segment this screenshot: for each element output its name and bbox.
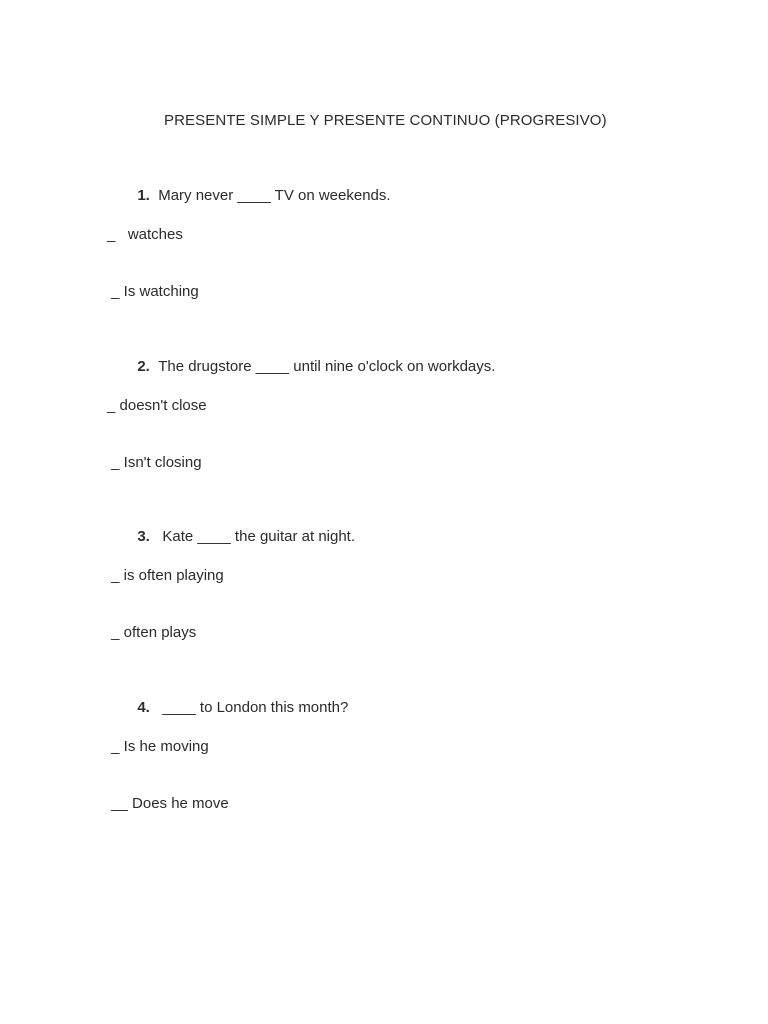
option-4a: _ Is he moving bbox=[107, 738, 209, 755]
question-text: Mary never ____ TV on weekends. bbox=[158, 187, 391, 204]
question-4 bbox=[129, 681, 348, 717]
question-text: Kate ____ the guitar at night. bbox=[158, 528, 356, 545]
question-2 bbox=[129, 340, 495, 376]
page-title: PRESENTE SIMPLE Y PRESENTE CONTINUO (PROGRESIVO) bbox=[164, 112, 607, 129]
option-3b: _ often plays bbox=[107, 624, 197, 641]
option-3a: _ is often playing bbox=[107, 567, 224, 584]
question-number: 2. bbox=[137, 358, 150, 375]
question-text: ____ to London this month? bbox=[158, 699, 349, 716]
question-3 bbox=[129, 510, 355, 546]
option-1a: _ watches bbox=[107, 226, 183, 243]
question-number: 4. bbox=[137, 699, 150, 716]
option-1b: _ Is watching bbox=[107, 283, 199, 300]
option-4b: __ Does he move bbox=[107, 795, 229, 812]
option-2b: _ Isn't closing bbox=[107, 454, 202, 471]
option-2a: _ doesn't close bbox=[107, 397, 207, 414]
question-1 bbox=[129, 169, 391, 205]
question-text: The drugstore ____ until nine o'clock on workdays. bbox=[158, 358, 496, 375]
question-number: 3. bbox=[137, 528, 150, 545]
question-number: 1. bbox=[137, 187, 150, 204]
